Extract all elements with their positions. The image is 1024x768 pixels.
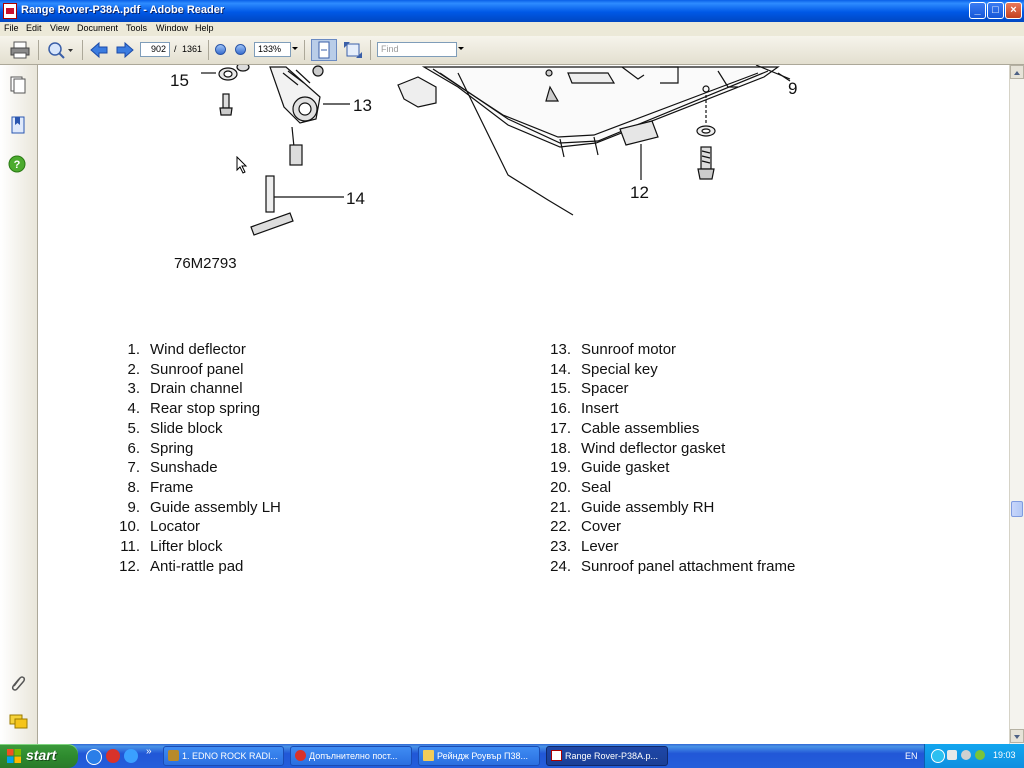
search-zoom-icon[interactable]	[46, 41, 74, 59]
scroll-down-button[interactable]	[1010, 729, 1024, 743]
attachments-icon[interactable]	[9, 674, 27, 692]
full-screen-icon[interactable]	[343, 41, 363, 59]
scroll-thumb[interactable]	[1011, 501, 1023, 517]
zoom-dropdown-icon[interactable]	[292, 47, 298, 51]
maximize-button[interactable]: □	[987, 2, 1004, 19]
comments-icon[interactable]	[9, 714, 29, 730]
taskbar	[0, 744, 1024, 768]
adobe-reader-icon	[3, 3, 17, 19]
internet-explorer-icon[interactable]	[124, 749, 138, 763]
document-page[interactable]	[38, 65, 1009, 744]
clock[interactable]: 19:03	[993, 750, 1016, 760]
menu-window[interactable]: Window	[156, 23, 189, 33]
bookmarks-icon[interactable]	[9, 116, 27, 134]
zoom-level-input[interactable]: 133%	[254, 42, 291, 57]
language-indicator[interactable]: EN	[905, 751, 918, 761]
menu-bar	[0, 22, 1024, 36]
network-icon[interactable]	[947, 750, 957, 760]
figure-code: 76M2793	[174, 255, 237, 272]
previous-page-icon[interactable]	[90, 41, 108, 59]
print-icon[interactable]	[10, 41, 30, 59]
taskbar-item-radio[interactable]: 1. EDNO ROCK RADI...	[163, 746, 284, 766]
start-button[interactable]	[0, 744, 78, 768]
taskbar-item-opera[interactable]: Допълнително пост...	[290, 746, 412, 766]
chevron-down-icon	[1011, 731, 1023, 743]
vertical-scrollbar[interactable]	[1009, 65, 1024, 744]
page-total: 1361	[182, 44, 203, 54]
system-tray	[924, 744, 1024, 768]
close-button[interactable]: ×	[1005, 2, 1022, 19]
callout-14: 14	[346, 189, 365, 208]
title-bar	[0, 0, 1024, 22]
next-page-icon[interactable]	[116, 41, 134, 59]
svg-text:?: ?	[13, 159, 21, 171]
opera-icon[interactable]	[106, 749, 120, 763]
toolbar	[0, 36, 1024, 65]
mouse-cursor-icon	[236, 156, 248, 174]
windows-flag-icon	[6, 748, 22, 764]
parts-list-right: 13. Sunroof motor 14. Special key 15. Spacer 16. Insert 17. Cable assemblies 18. Wind deflector gasket 19. Guide gasket 20. Seal 21. Guide assembly RH 22. Cover 23. Lever 24. Sunroof panel attachment frame	[550, 341, 796, 575]
menu-edit[interactable]: Edit	[26, 23, 42, 33]
menu-document[interactable]: Document	[77, 23, 119, 33]
taskbar-item-folder[interactable]: Рейндж Роувър П38...	[418, 746, 540, 766]
scroll-up-button[interactable]	[1010, 65, 1024, 79]
quicklaunch-expand-icon[interactable]: »	[146, 746, 152, 757]
status-icon[interactable]	[975, 750, 985, 760]
folder-icon	[423, 750, 434, 761]
navigation-pane	[0, 65, 38, 744]
pages-icon[interactable]	[9, 76, 27, 94]
page-view-icon	[312, 40, 336, 60]
pdf-icon	[551, 750, 562, 761]
page-number-input[interactable]: 902	[140, 42, 170, 57]
opera-task-icon	[295, 750, 306, 761]
window-title: Range Rover-P38A.pdf - Adobe Reader	[21, 4, 225, 16]
player-icon	[168, 750, 179, 761]
help-icon[interactable]	[8, 155, 26, 173]
volume-icon[interactable]	[961, 750, 971, 760]
find-dropdown-icon[interactable]	[458, 47, 464, 51]
zoom-in-icon[interactable]	[235, 44, 246, 55]
taskbar-item-adobe-reader[interactable]: Range Rover-P38A.p...	[546, 746, 668, 766]
callout-9: 9	[788, 79, 798, 98]
chevron-up-icon	[1011, 67, 1023, 79]
menu-tools[interactable]: Tools	[126, 23, 148, 33]
single-page-view-button[interactable]	[311, 39, 337, 61]
menu-file[interactable]: File	[4, 23, 19, 33]
callout-15: 15	[170, 71, 189, 90]
zoom-out-icon[interactable]	[215, 44, 226, 55]
callout-13: 13	[353, 96, 372, 115]
start-label: start	[26, 747, 57, 763]
callout-12: 12	[630, 183, 649, 202]
page-separator: /	[174, 44, 177, 54]
parts-list-left: 1. Wind deflector 2. Sunroof panel 3. Drain channel 4. Rear stop spring 5. Slide block 6. Spring 7. Sunshade 8. Frame 9. Guide assembly LH 10. Locator 11. Lifter block 12. Anti-rattle pad	[119, 341, 281, 575]
menu-help[interactable]: Help	[195, 23, 214, 33]
tray-expand-icon[interactable]	[931, 749, 945, 763]
show-desktop-icon[interactable]	[86, 749, 102, 765]
menu-view[interactable]: View	[50, 23, 70, 33]
minimize-button[interactable]: _	[969, 2, 986, 19]
find-input[interactable]: Find	[377, 42, 457, 57]
